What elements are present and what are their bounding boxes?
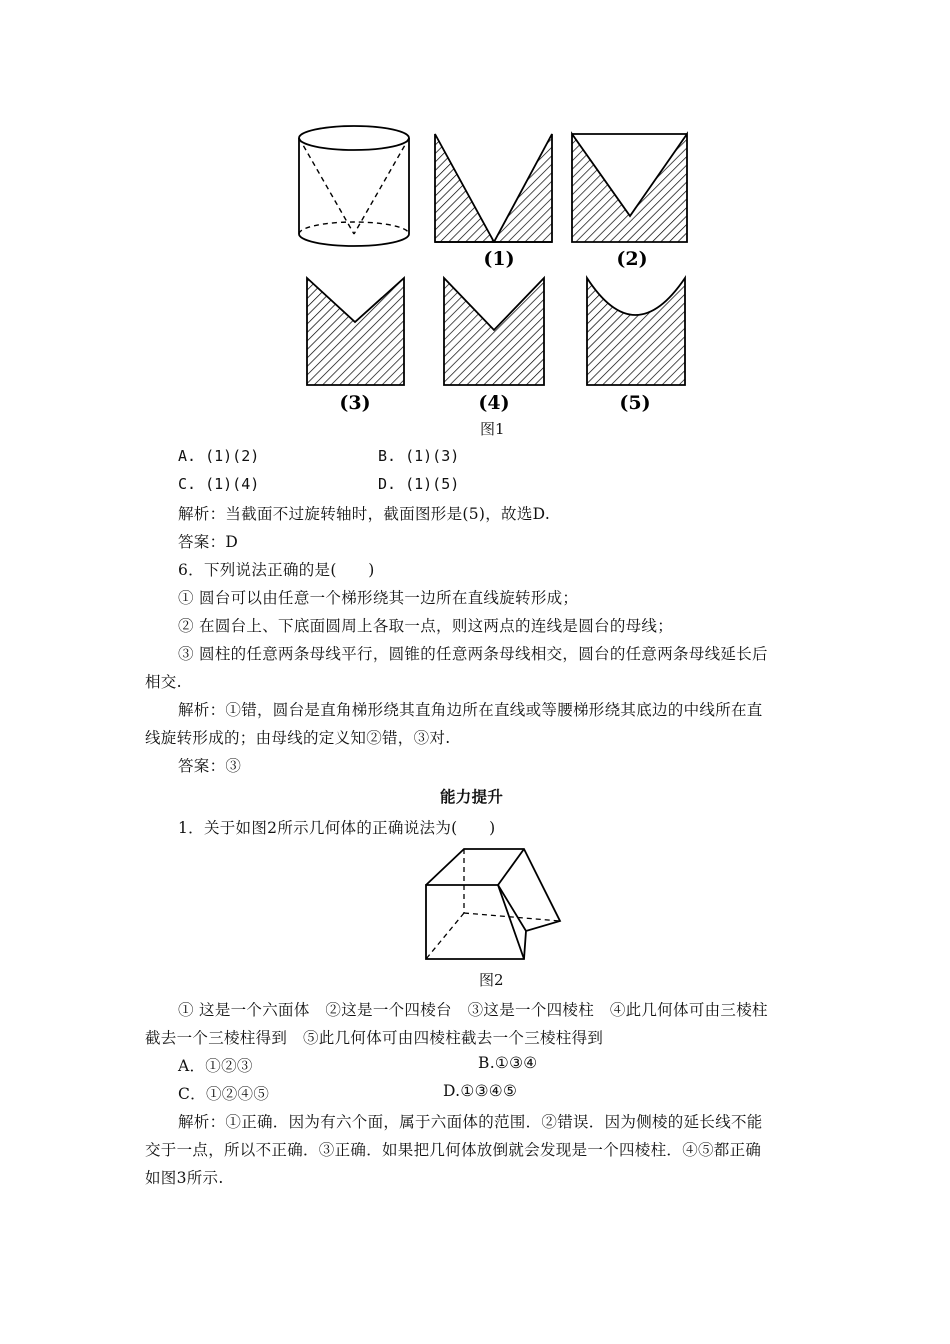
- p1-analysis: 解析：①正确．因为有六个面，属于六面体的范围．②错误．因为侧棱的延长线不能: [178, 1113, 763, 1131]
- figure-1-cylinder-sections: [290, 120, 710, 420]
- q5-option-d: D. (1)(5): [378, 475, 460, 493]
- figure-1-label-1: (1): [483, 248, 515, 270]
- section-4-shape: [444, 278, 544, 385]
- q5-answer: 答案：D: [178, 533, 239, 551]
- section-2-shape: [572, 134, 687, 242]
- q6-statement-1: ① 圆台可以由任意一个梯形绕其一边所在直线旋转形成；: [178, 589, 579, 607]
- section-title: 能力提升: [440, 788, 504, 806]
- section-1-shape: [435, 134, 552, 242]
- q5-option-b: B. (1)(3): [378, 447, 460, 465]
- figure-1-label-2: (2): [616, 248, 648, 270]
- q6-statement-3-cont: 相交.: [145, 673, 182, 691]
- p1-analysis-cont-1: 交于一点，所以不正确．③正确．如果把几何体放倒就会发现是一个四棱柱．④⑤都正确: [145, 1141, 762, 1159]
- p1-statements: ① 这是一个六面体 ②这是一个四棱台 ③这是一个四棱柱 ④此几何体可由三棱柱: [178, 1001, 768, 1019]
- p1-option-c: C．①②④⑤: [178, 1085, 270, 1103]
- figure-1-label-5: (5): [619, 392, 651, 414]
- figure-1-label-3: (3): [339, 392, 371, 414]
- cylinder-with-cone-drawing: [299, 126, 409, 246]
- p1-statements-cont: 截去一个三棱柱得到 ⑤此几何体可由四棱柱截去一个三棱柱得到: [145, 1029, 604, 1047]
- q6-answer: 答案：③: [178, 757, 242, 775]
- p1-option-d: D.①③④⑤: [443, 1082, 518, 1100]
- p1-option-b: B.①③④: [478, 1054, 538, 1072]
- q5-analysis: 解析：当截面不过旋转轴时，截面图形是(5)，故选D.: [178, 505, 551, 523]
- section-3-shape: [307, 278, 404, 385]
- q6-statement-3: ③ 圆柱的任意两条母线平行，圆锥的任意两条母线相交，圆台的任意两条母线延长后: [178, 645, 768, 663]
- q6-analysis: 解析：①错，圆台是直角梯形绕其直角边所在直线或等腰梯形绕其底边的中线所在直: [178, 701, 763, 719]
- figure-1-label-4: (4): [478, 392, 510, 414]
- figure-2-solid: [420, 843, 565, 963]
- q5-option-a: A. (1)(2): [178, 447, 260, 465]
- q6-stem: 6．下列说法正确的是( ): [178, 561, 375, 579]
- figure-1-caption: 图1: [480, 420, 505, 438]
- p1-stem: 1．关于如图2所示几何体的正确说法为( ): [178, 819, 496, 837]
- q5-option-c: C. (1)(4): [178, 475, 260, 493]
- q6-statement-2: ② 在圆台上、下底面圆周上各取一点，则这两点的连线是圆台的母线；: [178, 617, 674, 635]
- section-5-shape: [587, 278, 685, 385]
- p1-option-a: A．①②③: [178, 1057, 253, 1075]
- p1-analysis-cont-2: 如图3所示.: [145, 1169, 224, 1187]
- q6-analysis-cont: 线旋转形成的；由母线的定义知②错，③对.: [145, 729, 451, 747]
- figure-2-caption: 图2: [479, 971, 504, 989]
